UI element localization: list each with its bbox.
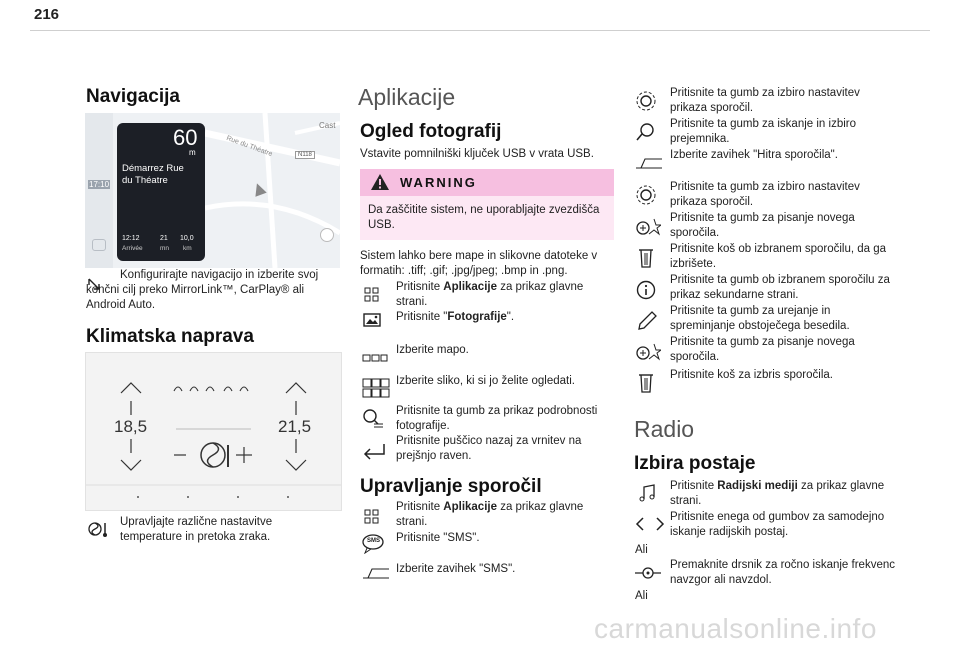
- photos-intro: Vstavite pomnilniški ključek USB v vrata USB.: [360, 148, 594, 160]
- temp-left[interactable]: 18,5: [114, 417, 148, 436]
- radio-s2: Pritisnite enega od gumbov za samodejno iskanje radijskih postaj.: [670, 511, 885, 538]
- map-label-street: Rue du Théatre: [225, 134, 274, 159]
- page-number: 216: [34, 6, 60, 23]
- distance-unit: m: [189, 148, 196, 157]
- trash-icon-2: [638, 372, 654, 394]
- header-rule: [30, 30, 930, 31]
- climate-fan-icon: [86, 519, 112, 539]
- back-arrow-icon: [362, 442, 386, 460]
- remaining-value: 10,0: [180, 235, 194, 242]
- distance-value: 60: [173, 125, 198, 150]
- messages-heading: Upravljanje sporočil: [360, 476, 542, 497]
- msg-step-sms: Pritisnite "SMS".: [396, 532, 480, 544]
- new-message-icon-2: [635, 342, 661, 362]
- map-label-cast: Cast: [319, 121, 336, 130]
- folders-icon: [362, 350, 388, 366]
- warning-title: WARNING: [400, 175, 477, 190]
- compass-icon[interactable]: [320, 228, 334, 242]
- temp-right[interactable]: 21,5: [278, 417, 312, 436]
- arrival-time: 12:12: [122, 235, 140, 242]
- trash-icon: [638, 247, 654, 269]
- instruction-card: [117, 123, 205, 261]
- apps-grid-icon: [362, 287, 382, 303]
- info-icon: [636, 280, 656, 300]
- photos-heading: Ogled fotografij: [360, 121, 502, 142]
- navigation-heading: Navigacija: [86, 86, 180, 107]
- step-details: Pritisnite ta gumb za prikaz podrobnosti fotografije.: [396, 405, 598, 432]
- msg-r1: Pritisnite ta gumb za izbiro nastavitev prikaza sporočil.: [670, 87, 860, 114]
- step-back: Pritisnite puščico nazaj za vrnitev na prejšnjo raven.: [396, 435, 582, 462]
- frequency-slider-icon: [634, 565, 662, 581]
- step-image: Izberite sliko, ki si jo želite ogledati.: [396, 375, 575, 387]
- warning-box: [360, 169, 614, 240]
- climate-heading: Klimatska naprava: [86, 326, 254, 347]
- warning-header: [360, 169, 614, 196]
- msg-r4: Pritisnite ta gumb za izbiro nastavitev prikaza sporočil.: [670, 181, 860, 208]
- radio-heading: Radio: [634, 416, 695, 442]
- msg-r7: Pritisnite ta gumb ob izbranem sporočilu za prikaz sekundarne strani.: [670, 274, 890, 301]
- sms-icon: [362, 534, 384, 554]
- clock-label: 17:10: [89, 180, 110, 189]
- warning-icon: [370, 173, 390, 191]
- step-folder: Izberite mapo.: [396, 344, 469, 356]
- radio-or-1: Ali: [635, 544, 648, 556]
- tab-icon-2: [635, 156, 663, 170]
- sms-badge-text: SMS: [367, 538, 381, 544]
- seek-arrows-icon: [635, 516, 665, 532]
- search-icon: [635, 122, 657, 142]
- warning-text: Da zaščitite sistem, ne uporabljajte zvezdišča USB.: [368, 204, 600, 231]
- duration-unit: mn: [160, 245, 170, 252]
- msg-step-apps: Pritisnite Aplikacije za prikaz glavne strani.: [396, 501, 584, 528]
- formats-text: Sistem lahko bere mape in slikovne datoteke v formatih: .tiff; .gif; .jpg/jpeg; .bmp in .png.: [360, 250, 598, 277]
- navigation-screenshot: [85, 113, 340, 268]
- msg-r5: Pritisnite ta gumb za pisanje novega sporočila.: [670, 212, 855, 239]
- apps-grid-icon-2: [362, 509, 382, 525]
- new-message-icon: [635, 217, 661, 237]
- step-photos: Pritisnite "Fotografije".: [396, 311, 515, 323]
- duration-value: 21: [160, 235, 168, 242]
- step-apps: Pritisnite Aplikacije za prikaz glavne strani.: [396, 281, 584, 308]
- climate-screenshot: [85, 352, 342, 511]
- msg-r3: Izberite zavihek "Hitra sporočila".: [670, 149, 838, 161]
- music-note-icon: [638, 484, 656, 502]
- edit-pencil-icon: [636, 310, 658, 332]
- radio-s1: Pritisnite Radijski mediji za prikaz glavne strani.: [670, 480, 885, 507]
- watermark: carmanualsonline.info: [594, 613, 877, 644]
- msg-r2: Pritisnite ta gumb za iskanje in izbiro prejemnika.: [670, 118, 856, 145]
- radio-s3: Premaknite drsnik za ročno iskanje frekvenc navzgor ali navzdol.: [670, 559, 895, 586]
- images-grid-icon: [362, 378, 390, 398]
- msg-r10: Pritisnite koš za izbris sporočila.: [670, 369, 833, 381]
- tab-icon: [362, 566, 390, 580]
- settings-icon: [635, 90, 657, 112]
- remaining-unit: km: [183, 245, 192, 252]
- street-name: Démarrez Rue du Théatre: [122, 163, 184, 186]
- msg-r6: Pritisnite koš ob izbranem sporočilu, da ga izbrišete.: [670, 243, 887, 270]
- apps-heading: Aplikacije: [358, 84, 456, 110]
- msg-step-tab: Izberite zavihek "SMS".: [396, 563, 516, 575]
- photos-icon: [362, 312, 382, 328]
- msg-r9: Pritisnite ta gumb za pisanje novega sporočila.: [670, 336, 855, 363]
- road-shield: N118: [295, 151, 315, 159]
- climate-text: Upravljajte različne nastavitve temperature in pretoka zraka.: [120, 516, 273, 543]
- home-icon[interactable]: [92, 239, 106, 251]
- settings-icon-2: [635, 184, 657, 206]
- details-icon: [362, 408, 384, 430]
- radio-or-2: Ali: [635, 590, 648, 602]
- arrival-label: Arrivée: [122, 245, 143, 252]
- station-heading: Izbira postaje: [634, 453, 756, 474]
- msg-r8: Pritisnite ta gumb za urejanje in spreminjanje obstoječega besedila.: [670, 305, 850, 332]
- navigation-text: Konfigurirajte navigacijo in izberite svoj končni cilj preko MirrorLink™, CarPlay® ali Android Auto.: [86, 269, 319, 311]
- map-roads: [205, 113, 340, 268]
